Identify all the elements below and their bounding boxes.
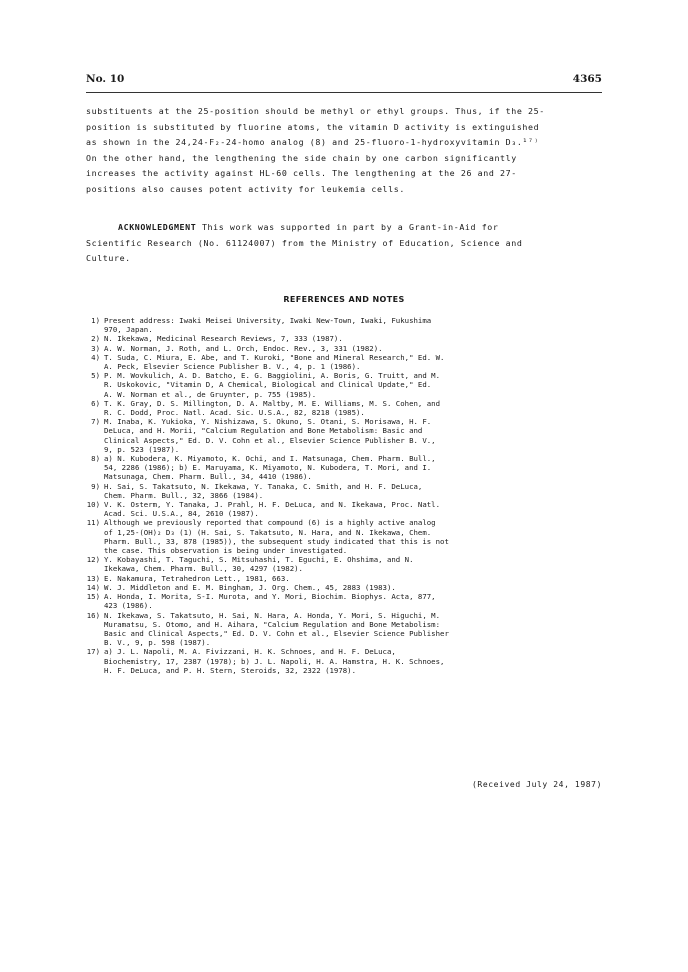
reference-line: a) J. L. Napoli, M. A. Fivizzani, H. K. Schnoes, and H. F. DeLuca, [104,647,396,657]
reference-text [100,344,383,353]
reference-number: 13) [86,573,100,583]
reference-item [86,611,626,648]
reference-number: 6) [91,398,100,408]
reference-number: 1) [91,316,100,325]
text-line: position is substituted by fluorine atoms, the vitamin D activity is extinguished [86,121,540,132]
reference-line: V. K. Osterm, Y. Tanaka, J. Prahl, H. F. DeLuca, and N. Ikekawa, Proc. Natl. [104,500,441,510]
text-line: Scientific Research (No. 61124007) from the Ministry of Education, Science and [86,237,523,248]
reference-line: a) N. Kubodera, K. Miyamoto, K. Ochi, and I. Matsunaga, Chem. Pharm. Bull., [104,454,436,464]
reference-item [86,555,626,573]
text-line: substituents at the 25-position should be methyl or ethyl groups. Thus, if the 25- [86,106,545,116]
text-line: On the other hand, the lengthening the side chain by one carbon significantly [86,152,517,163]
reference-text [100,316,431,334]
reference-text [100,353,444,371]
reference-item [86,344,626,353]
intro-paragraph [86,104,606,198]
reference-item [86,574,626,583]
reference-item [86,647,626,675]
reference-line: A. W. Norman, J. Roth, and L. Orch, Endoc. Rev., 3, 331 (1982). [104,343,383,353]
reference-line: Chem. Pharm. Bull., 32, 3866 (1984). [104,490,264,500]
reference-text [100,334,343,343]
reference-item [86,353,626,371]
page-number: 4365 [572,73,602,85]
text-line: increases the activity against HL-60 cells. The lengthening at the 26 and 27- [86,168,517,179]
reference-line: Although we previously reported that compound (6) is a highly active analog [104,518,436,528]
reference-number: 16) [86,610,100,620]
reference-text [100,371,440,399]
reference-text [100,482,422,500]
reference-number: 10) [86,500,100,510]
reference-line: B. V., 9, p. 598 (1987). [104,638,211,648]
reference-line: Y. Kobayashi, T. Taguchi, S. Mitsuhashi, T. Eguchi, E. Ohshima, and N. [104,555,414,565]
reference-number: 7) [91,417,100,427]
reference-text [100,555,414,573]
reference-line: Ikekawa, Chem. Pharm. Bull., 30, 4297 (1982). [104,564,303,574]
text-line: positions also causes potent activity for leukemia cells. [86,183,405,194]
reference-line: the case. This observation is being under investigated. [104,546,348,556]
reference-line: H. F. DeLuca, and P. H. Stern, Steroids, 32, 2322 (1978). [104,665,357,675]
reference-text [100,611,449,648]
acknowledgment-heading: ACKNOWLEDGMENT [118,222,197,232]
reference-text [100,574,290,583]
reference-text [100,454,436,482]
reference-line: R. Uskokovic, "Vitamin D, A Chemical, Biological and Clinical Update," Ed. [104,380,432,390]
reference-line: T. K. Gray, D. S. Millington, D. A. Maltby, M. E. Williams, M. S. Cohen, and [104,398,441,408]
reference-line: W. J. Middleton and E. M. Bingham, J. Org. Chem., 45, 2883 (1983). [104,582,396,592]
reference-item [86,316,626,334]
reference-item [86,500,626,518]
reference-item [86,482,626,500]
reference-line: DeLuca, and H. Morii, "Calcium Regulation and Bone Metabolism: Basic and [104,426,423,436]
reference-line: M. Inaba, K. Yukioka, Y. Nishizawa, S. Okuno, S. Otani, S. Morisawa, H. F. [104,417,432,427]
reference-line: 970, Japan. [104,325,153,335]
reference-number: 4) [91,352,100,362]
acknowledgment-paragraph [86,220,606,267]
reference-number: 3) [91,343,100,353]
reference-item [86,518,626,555]
reference-line: Present address: Iwaki Meisei University, Iwaki New-Town, Iwaki, Fukushima [104,316,432,325]
acknowledgment-first-line [86,220,606,236]
reference-line: Biochemistry, 17, 2387 (1978); b) J. L. Napoli, H. A. Hamstra, H. K. Schnoes, [104,656,445,666]
references-heading: REFERENCES AND NOTES [283,295,405,304]
received-date: (Received July 24, 1987) [472,780,602,789]
reference-text [100,417,436,454]
reference-item [86,417,626,454]
reference-text [100,592,436,610]
reference-item [86,583,626,592]
reference-line: Basic and Clinical Aspects," Ed. D. V. Cohn et al., Elsevier Science Publisher [104,628,449,638]
reference-line: A. Peck, Elsevier Science Publisher B. V., 4, p. 1 (1986). [104,362,361,372]
references-list [86,316,626,675]
reference-line: 423 (1986). [104,601,153,611]
reference-item [86,454,626,482]
reference-text [100,583,396,592]
reference-line: R. C. Dodd, Proc. Natl. Acad. Sic. U.S.A., 82, 8218 (1985). [104,408,365,418]
reference-text [100,518,449,555]
reference-line: Pharm. Bull., 33, 878 (1985)), the subsequent study indicated that this is not [104,536,449,546]
reference-line: T. Suda, C. Miura, E. Abe, and T. Kuroki, "Bone and Mineral Research," Ed. W. [104,352,445,362]
reference-text [100,647,444,675]
reference-text [100,399,440,417]
text-line: Culture. [86,253,131,264]
reference-line: N. Ikekawa, S. Takatsuto, H. Sai, N. Hara, A. Honda, Y. Mori, S. Higuchi, M. [104,610,441,620]
reference-item [86,399,626,417]
reference-number: 15) [86,592,100,602]
reference-text [100,500,440,518]
reference-line: E. Nakamura, Tetrahedron Lett., 1981, 663. [104,573,290,583]
reference-number: 14) [86,582,100,592]
reference-number: 17) [86,647,100,657]
reference-number: 2) [91,334,100,344]
reference-line: H. Sai, S. Takatsuto, N. Ikekawa, Y. Tanaka, C. Smith, and H. F. DeLuca, [104,481,423,491]
issue-number: No. 10 [86,73,125,85]
reference-line: Acad. Sci. U.S.A., 84, 2610 (1987). [104,509,259,519]
reference-item [86,371,626,399]
reference-line: of 1,25-(OH)₂ D₃ (1) (H. Sai, S. Takatsuto, N. Hara, and N. Ikekawa, Chem. [104,527,432,537]
reference-number: 12) [86,555,100,565]
reference-line: A. Honda, I. Morita, S-I. Murota, and Y. Mori, Biochim. Biophys. Acta, 877, [104,592,436,602]
reference-line: Clinical Aspects," Ed. D. V. Cohn et al., Elsevier Science Publisher B. V., [104,435,436,445]
reference-line: P. M. Wovkulich, A. D. Batcho, E. G. Baggiolini, A. Boris, G. Truitt, and M. [104,371,441,381]
reference-number: 5) [91,371,100,381]
text-line: as shown in the 24,24-F₂-24-homo analog (8) and 25-fluoro-1-hydroxyvitamin D₃.¹⁷⁾ [86,137,540,148]
reference-line: Muramatsu, S. Otomo, and H. Aihara, "Calcium Regulation and Bone Metabolism: [104,619,441,629]
header-rule [86,92,602,93]
reference-line: A. W. Norman et al., de Gruynter, p. 755 (1985). [104,389,317,399]
reference-line: 54, 2286 (1986); b) E. Maruyama, K. Miyamoto, N. Kubodera, T. Mori, and I. [104,463,432,473]
reference-line: 9, p. 523 (1987). [104,444,180,454]
reference-number: 9) [91,481,100,491]
reference-line: Matsunaga, Chem. Pharm. Bull., 34, 4410 (1986). [104,472,312,482]
reference-item [86,592,626,610]
reference-number: 11) [86,518,100,528]
acknowledgment-text: This work was supported in part by a Grant-in-Aid for [196,222,499,232]
reference-number: 8) [91,454,100,464]
reference-line: N. Ikekawa, Medicinal Research Reviews, 7, 333 (1987). [104,334,343,344]
reference-item [86,334,626,343]
